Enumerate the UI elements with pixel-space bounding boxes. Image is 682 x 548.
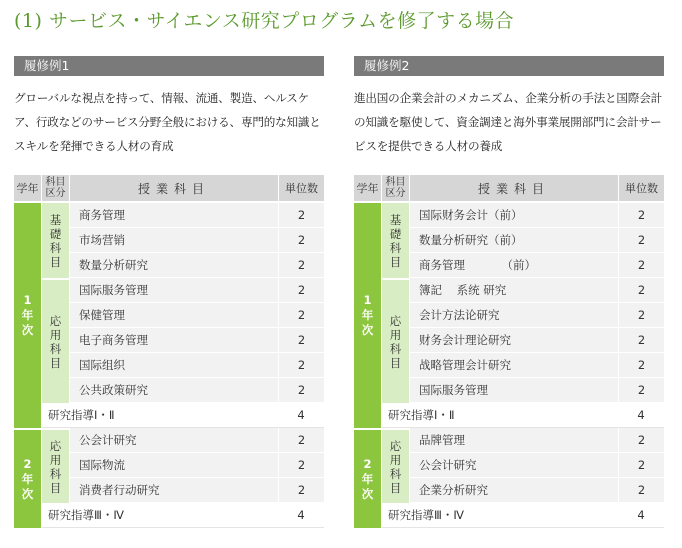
- subject-cell: 电子商务管理: [70, 328, 278, 353]
- subject-cell: 保健管理: [70, 303, 278, 328]
- units-cell: 2: [618, 478, 664, 503]
- units-cell: 2: [278, 278, 324, 303]
- table-row: [354, 503, 664, 528]
- year-1-label: [14, 203, 42, 428]
- table-row: [14, 503, 324, 528]
- vertical-char: 目: [49, 254, 62, 269]
- units-cell: 4: [278, 503, 324, 528]
- units-cell: 2: [618, 203, 664, 228]
- header-subject: 授業科目: [70, 175, 278, 203]
- units-cell: 2: [618, 453, 664, 478]
- category-basic: [42, 203, 70, 278]
- subject-cell: 国际服务管理: [410, 378, 618, 403]
- year-2-label: [354, 428, 382, 528]
- vertical-char: 科: [49, 466, 62, 481]
- vertical-char: 応: [389, 313, 402, 328]
- vertical-char: 科目: [45, 177, 66, 188]
- research-guidance-1: 研究指導Ⅰ・Ⅱ: [42, 403, 278, 428]
- vertical-char: 次: [361, 486, 374, 501]
- header-units: 単位数: [618, 175, 664, 203]
- header-category: [382, 175, 410, 203]
- units-cell: 2: [278, 203, 324, 228]
- vertical-char: 礎: [389, 226, 402, 241]
- vertical-char: 基: [389, 212, 402, 227]
- table-row: [354, 278, 664, 303]
- subject-cell: 国际服务管理: [70, 278, 278, 303]
- vertical-char: 年: [361, 308, 374, 322]
- vertical-char: 目: [49, 480, 62, 495]
- category-basic: [382, 203, 410, 278]
- example-description: 進出国の企業会計のメカニズム、企業分析の手法と国際会計の知識を駆使して、資金調達と海外事業展開部門に会計サービスを提供できる人材の養成: [354, 91, 662, 153]
- units-cell: 2: [618, 428, 664, 453]
- units-cell: 2: [278, 303, 324, 328]
- units-cell: 2: [278, 478, 324, 503]
- vertical-char: 年: [21, 471, 34, 486]
- vertical-char: 用: [49, 327, 62, 342]
- vertical-char: 目: [389, 480, 402, 495]
- vertical-char: 用: [49, 452, 62, 467]
- units-cell: 2: [278, 378, 324, 403]
- vertical-char: 用: [389, 327, 402, 342]
- subject-cell: 数量分析研究（前）: [410, 228, 618, 253]
- vertical-char: 科: [49, 341, 62, 356]
- units-cell: 2: [618, 378, 664, 403]
- units-cell: 4: [278, 403, 324, 428]
- subject-cell: 市场营销: [70, 228, 278, 253]
- research-guidance-2: 研究指導Ⅲ・Ⅳ: [382, 503, 618, 528]
- subject-cell: 公共政策研究: [70, 378, 278, 403]
- units-cell: 2: [278, 328, 324, 353]
- subject-cell: 消费者行动研究: [70, 478, 278, 503]
- vertical-char: 用: [389, 452, 402, 467]
- example-description: グローバルな視点を持って、情報、流通、製造、ヘルスケア、行政などのサービス分野全般における、専門的な知識とスキルを発揮できる人材の育成: [14, 91, 321, 153]
- vertical-char: 科: [389, 466, 402, 481]
- subject-cell: 战略管理会计研究: [410, 353, 618, 378]
- header-category: [42, 175, 70, 203]
- units-cell: 2: [278, 453, 324, 478]
- header-units: 単位数: [278, 175, 324, 203]
- subject-cell: 国际物流: [70, 453, 278, 478]
- units-cell: 2: [278, 428, 324, 453]
- units-cell: 2: [278, 353, 324, 378]
- table-row: [14, 403, 324, 428]
- subject-cell: 公会计研究: [410, 453, 618, 478]
- subject-cell: 品牌管理: [410, 428, 618, 453]
- vertical-char: 目: [389, 355, 402, 370]
- header-subject: 授業科目: [410, 175, 618, 203]
- table-row: [354, 403, 664, 428]
- table-row: [354, 428, 664, 453]
- units-cell: 2: [618, 253, 664, 278]
- vertical-char: 応: [49, 313, 62, 328]
- subject-cell: 企業分析研究: [410, 478, 618, 503]
- vertical-char: 基: [49, 212, 62, 227]
- category-applied: [42, 278, 70, 403]
- page-title: (1) サービス・サイエンス研究プログラムを修了する場合: [14, 10, 515, 32]
- vertical-char: 年: [21, 308, 34, 322]
- subject-cell: 公会计研究: [70, 428, 278, 453]
- vertical-char: 科: [49, 240, 62, 255]
- vertical-char: 次: [361, 323, 374, 337]
- vertical-char: 1: [363, 293, 372, 307]
- units-cell: 2: [278, 253, 324, 278]
- table-row: [14, 203, 324, 228]
- vertical-char: 年: [361, 471, 374, 486]
- subject-cell: 会计方法论研究: [410, 303, 618, 328]
- units-cell: 2: [618, 228, 664, 253]
- category-applied: [382, 428, 410, 503]
- subject-cell: 数量分析研究: [70, 253, 278, 278]
- vertical-char: 礎: [49, 226, 62, 241]
- vertical-char: 2: [363, 456, 372, 471]
- vertical-char: 科目: [385, 177, 406, 188]
- vertical-char: 次: [21, 486, 34, 501]
- subject-cell: 簿記 系统 研究: [410, 278, 618, 303]
- vertical-char: 目: [389, 254, 402, 269]
- example-heading: 履修例2: [354, 56, 664, 76]
- table-row: [14, 428, 324, 453]
- subject-cell: 财务会计理论研究: [410, 328, 618, 353]
- vertical-char: 次: [21, 323, 34, 337]
- units-cell: 2: [278, 228, 324, 253]
- subject-cell: 商务管理: [70, 203, 278, 228]
- vertical-char: 応: [389, 438, 402, 453]
- subject-cell: 国际财务会计（前）: [410, 203, 618, 228]
- research-guidance-1: 研究指導Ⅰ・Ⅱ: [382, 403, 618, 428]
- vertical-char: 目: [49, 355, 62, 370]
- study-example-2: [354, 56, 664, 528]
- curriculum-table: [354, 175, 664, 528]
- category-applied: [382, 278, 410, 403]
- units-cell: 4: [618, 403, 664, 428]
- header-year: 学年: [14, 175, 42, 203]
- study-example-1: [14, 56, 324, 528]
- table-row: [354, 203, 664, 228]
- vertical-char: 区分: [45, 188, 66, 199]
- units-cell: 2: [618, 353, 664, 378]
- units-cell: 2: [618, 328, 664, 353]
- vertical-char: 応: [49, 438, 62, 453]
- subject-cell: 国际组织: [70, 353, 278, 378]
- vertical-char: 2: [23, 456, 32, 471]
- vertical-char: 科: [389, 240, 402, 255]
- subject-cell: 商务管理 （前）: [410, 253, 618, 278]
- curriculum-table: [14, 175, 324, 528]
- year-2-label: [14, 428, 42, 528]
- header-year: 学年: [354, 175, 382, 203]
- vertical-char: 1: [23, 293, 32, 307]
- table-row: [14, 278, 324, 303]
- units-cell: 2: [618, 303, 664, 328]
- units-cell: 4: [618, 503, 664, 528]
- example-heading: 履修例1: [14, 56, 324, 76]
- research-guidance-2: 研究指導Ⅲ・Ⅳ: [42, 503, 278, 528]
- units-cell: 2: [618, 278, 664, 303]
- vertical-char: 科: [389, 341, 402, 356]
- vertical-char: 区分: [385, 188, 406, 199]
- year-1-label: [354, 203, 382, 428]
- category-applied: [42, 428, 70, 503]
